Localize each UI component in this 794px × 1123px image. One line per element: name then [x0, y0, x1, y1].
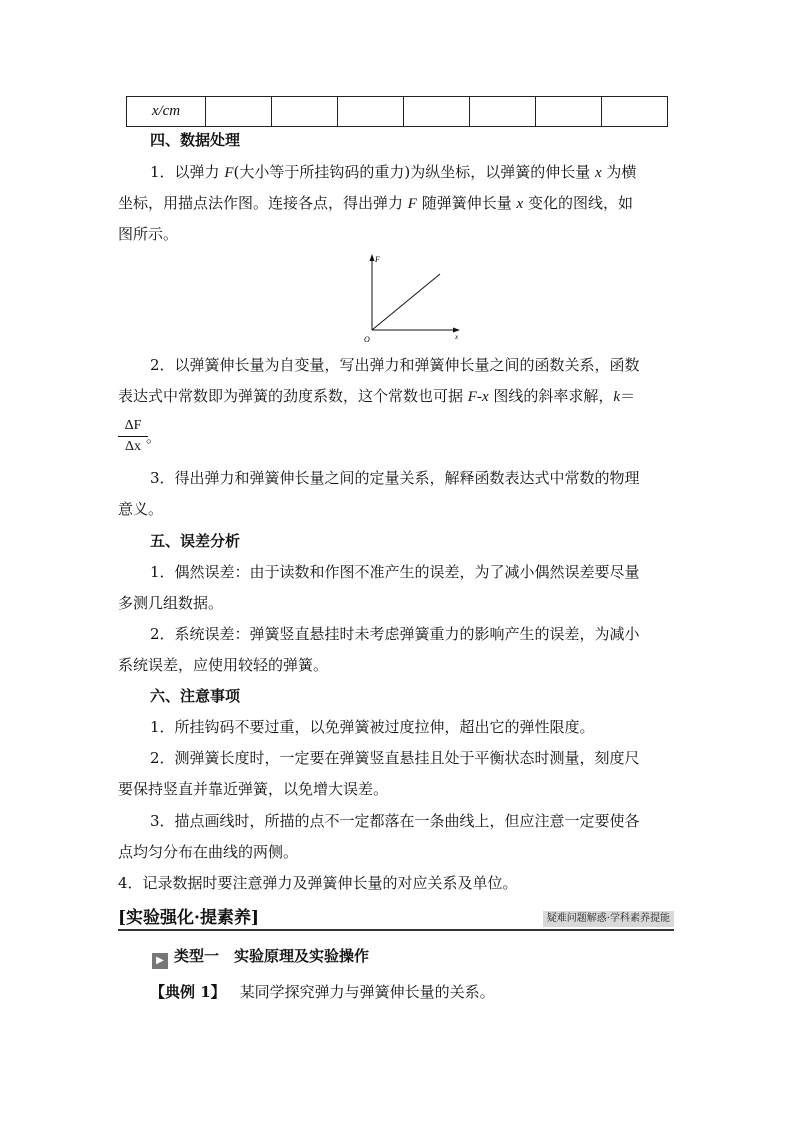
section6-item3-line2: 点均匀分布在曲线的两侧。	[118, 843, 299, 861]
section-banner	[118, 907, 674, 931]
section4-item2-line2	[118, 386, 678, 407]
section5-item2-line1: 2．系统误差：弹簧竖直悬挂时未考虑弹簧重力的影响产生的误差，为减小	[150, 625, 640, 643]
text-span: 变化的图线，如	[523, 194, 633, 212]
section4-item1-line2	[118, 193, 678, 214]
example1-text: 某同学探究弹力与弹簧伸长量的关系。	[239, 983, 495, 1001]
text-span: ＝	[620, 387, 636, 405]
section6-item3-line1: 3．描点画线时，所描的点不一定都落在一条曲线上，但应注意一定要使各	[150, 812, 640, 830]
banner-subtitle: 疑难问题解惑·学科素养提能	[543, 911, 674, 927]
table-cell	[272, 97, 338, 127]
var-x: x	[594, 165, 602, 181]
proportional-line	[372, 274, 440, 330]
table-header-cell: x/cm	[127, 97, 206, 127]
table-cell	[404, 97, 470, 127]
var-k: k	[613, 389, 621, 405]
section6-heading: 六、注意事项	[150, 687, 241, 705]
x-axis-label: x	[455, 333, 459, 341]
y-axis-arrow	[370, 254, 375, 261]
fraction-period: 。	[146, 428, 162, 446]
text-span: 为横	[601, 163, 637, 181]
text-span: 表达式中常数即为弹簧的劲度系数，这个常数也可据	[118, 387, 468, 405]
var-Fx: F-x	[467, 389, 489, 405]
section6-item1: 1．所挂钩码不要过重，以免弹簧被过度拉伸，超出它的弹性限度。	[150, 718, 595, 736]
section6-item2-line2: 要保持竖直并靠近弹簧，以免增大误差。	[118, 780, 389, 798]
section5-item1-line2: 多测几组数据。	[118, 594, 224, 612]
var-x: x	[516, 196, 524, 212]
var-F: F	[224, 165, 234, 181]
text-span: 图线的斜率求解，	[488, 387, 614, 405]
data-table	[126, 96, 668, 127]
var-F: F	[407, 196, 417, 212]
section4-item1-line3: 图所示。	[118, 225, 179, 243]
table-row	[127, 97, 668, 127]
text-span: (大小等于所挂钩码的重力)为纵坐标，以弹簧的伸长量	[233, 163, 595, 181]
y-axis-label: F	[375, 255, 380, 264]
table-cell	[206, 97, 272, 127]
table-cell	[470, 97, 536, 127]
table-cell	[536, 97, 602, 127]
example1	[150, 982, 495, 1002]
section4-item3-line2: 意义。	[118, 500, 164, 518]
example1-tag: 【典例 1】	[150, 983, 226, 1001]
section4-item2-line1: 2．以弹簧伸长量为自变量，写出弹力和弹簧伸长量之间的函数关系，函数	[150, 356, 640, 374]
section5-item1-line1: 1．偶然误差：由于读数和作图不准产生的误差，为了减小偶然误差要尽量	[150, 563, 640, 581]
type1-heading	[152, 946, 369, 969]
x-axis-arrow	[453, 328, 460, 333]
section4-heading: 四、数据处理	[150, 131, 241, 149]
origin-label: O	[364, 335, 370, 344]
section6-item4: 4．记录数据时要注意弹力及弹簧伸长量的对应关系及单位。	[118, 874, 518, 892]
force-extension-graph	[360, 252, 470, 344]
text-span: 坐标，用描点法作图。连接各点，得出弹力	[118, 194, 408, 212]
table-cell	[338, 97, 404, 127]
section5-heading: 五、误差分析	[150, 532, 241, 550]
play-triangle-icon: ▶	[152, 953, 168, 969]
text-span: 随弹簧伸长量	[416, 194, 517, 212]
section6-item2-line1: 2．测弹簧长度时，一定要在弹簧竖直悬挂且处于平衡状态时测量，刻度尺	[150, 749, 640, 767]
fraction-denominator: Δx	[124, 439, 141, 454]
fraction-numerator: ΔF	[118, 416, 148, 437]
section5-item2-line2: 系统误差，应使用较轻的弹簧。	[118, 656, 329, 674]
table-cell	[602, 97, 668, 127]
type1-label: 类型一 实验原理及实验操作	[174, 947, 370, 965]
banner-title: [实验强化·提素养]	[118, 908, 260, 928]
section4-item1-line1	[150, 162, 710, 183]
text-span: 1．以弹力	[150, 163, 225, 181]
slope-fraction	[118, 416, 148, 457]
section4-item3-line1: 3．得出弹力和弹簧伸长量之间的定量关系，解释函数表达式中常数的物理	[150, 469, 640, 487]
